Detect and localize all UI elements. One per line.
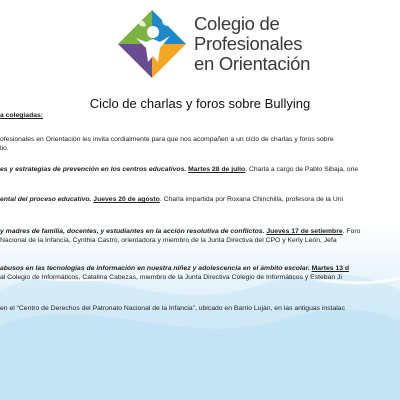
- event-3-date: Jueves 17 de setiembre: [266, 228, 343, 235]
- logo-line-2: Profesionales: [194, 33, 303, 54]
- event-4-date: Martes 13 d: [311, 265, 350, 272]
- logo-line-1: Colegio de: [194, 13, 280, 34]
- page-title: Ciclo de charlas y foros sobre Bullying: [89, 96, 311, 111]
- event-2-detail: . Charla impartida por Roxana Chinchilla, profesora de la Uni: [159, 196, 344, 203]
- event-1-topic: es y estrategias de prevención en los centros educativos.: [0, 166, 187, 173]
- logo-text: [194, 14, 314, 74]
- logo-line-3: en Orientación: [194, 53, 311, 74]
- event-1-detail: . Charla a cargo de Pablo Sibaja, orie: [245, 166, 359, 173]
- event-4-topic: abusos en las tecnologías de información en nuestra niñez y adolescencia en el ámbito escolar.: [0, 265, 310, 272]
- event-2: [0, 196, 400, 204]
- event-3: [0, 228, 400, 236]
- event-4: [0, 265, 400, 273]
- event-3-topic: y madres de familia, docentes, y estudiantes en la acción resolutiva de conflictos.: [0, 228, 265, 235]
- intro-line-1: ofesionales en Orientación les invita cordialmente para que nos acompañen a un ciclo de charlas y foros sobre: [0, 136, 334, 143]
- event-1-date: Martes 28 de julio: [188, 166, 246, 173]
- event-3-line-2: Nacional de la Infancia, Cynthia Castro, orientadora y miembro de la Junta Directiva del CPO y Kerly León, Jefa: [0, 237, 337, 244]
- header: [0, 0, 400, 95]
- venue: en el “Centro de Derechos del Patronato Nacional de la Infancia”, ubicado en Barrio Luján, en las antiguas instalac: [0, 305, 345, 312]
- greeting: a colegiadas:: [0, 112, 44, 119]
- intro-line-2: lio.: [0, 145, 9, 152]
- background-wave: [0, 230, 400, 400]
- event-1: [0, 166, 400, 174]
- event-2-date: Jueves 20 de agosto: [93, 196, 160, 203]
- logo-icon: [116, 8, 188, 80]
- event-3-detail: . Foro: [342, 228, 361, 235]
- event-4-line-2: al Colegio de Informáticos, Catalina Cabezas, miembro de la Junta Directiva Colegio de Informáticos y Esteban Ji: [0, 274, 342, 281]
- event-2-topic: ental del proceso educativo.: [0, 196, 92, 203]
